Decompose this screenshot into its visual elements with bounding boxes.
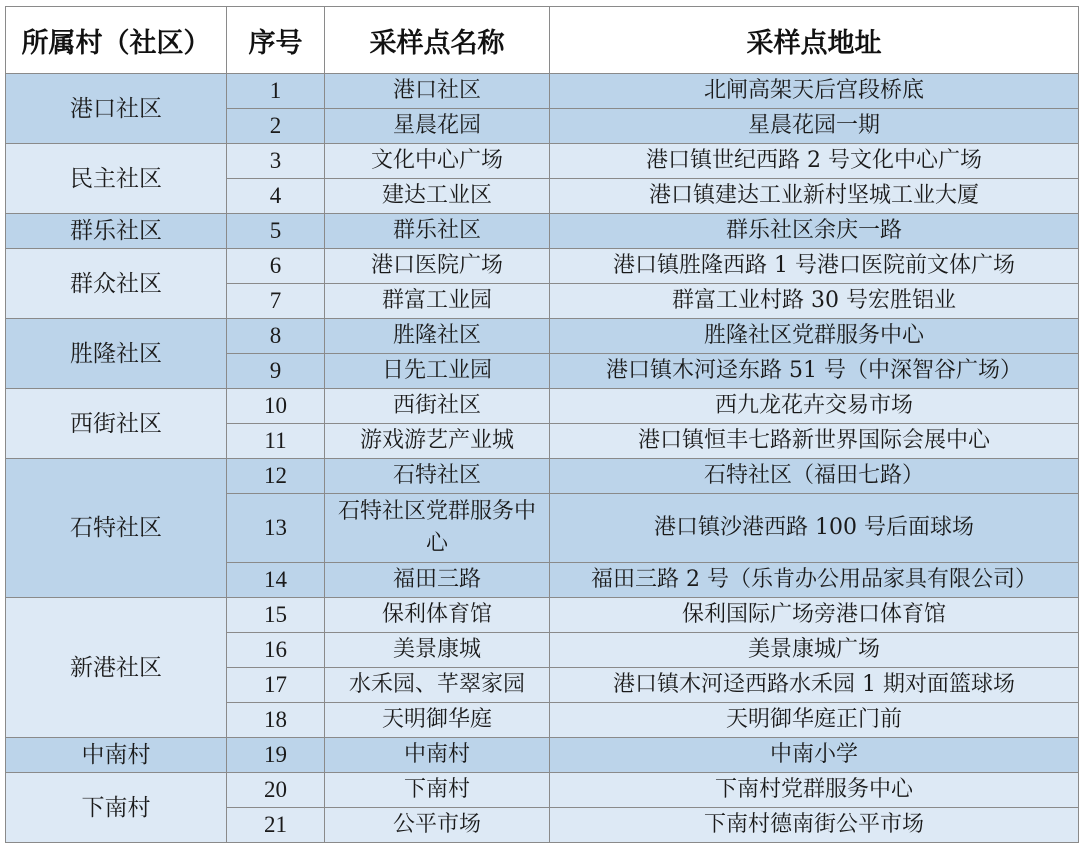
community-cell: 港口社区: [6, 74, 227, 144]
site-name: 美景康城: [325, 633, 550, 668]
table-row: [6, 598, 1079, 633]
header-number: 序号: [227, 7, 325, 74]
site-name: 公平市场: [325, 808, 550, 843]
header-site-name: 采样点名称: [325, 7, 550, 74]
site-address: 港口镇木河迳西路水禾园 1 期对面篮球场: [550, 668, 1079, 703]
header-community: 所属村（社区）: [6, 7, 227, 74]
site-name: 游戏游艺产业城: [325, 424, 550, 459]
site-address: 保利国际广场旁港口体育馆: [550, 598, 1079, 633]
row-number: 13: [227, 494, 325, 563]
row-number: 6: [227, 249, 325, 284]
site-name: 中南村: [325, 738, 550, 773]
site-name: 石特社区党群服务中心: [325, 494, 550, 563]
row-number: 5: [227, 214, 325, 249]
site-address: 北闸高架天后宫段桥底: [550, 74, 1079, 109]
site-address: 港口镇沙港西路 100 号后面球场: [550, 494, 1079, 563]
row-number: 1: [227, 74, 325, 109]
row-number: 8: [227, 319, 325, 354]
table-row: [6, 738, 1079, 773]
site-name: 西街社区: [325, 389, 550, 424]
site-address: 下南村德南街公平市场: [550, 808, 1079, 843]
site-name: 胜隆社区: [325, 319, 550, 354]
table-row: [6, 249, 1079, 284]
site-address: 群乐社区余庆一路: [550, 214, 1079, 249]
site-address: 中南小学: [550, 738, 1079, 773]
table-row: [6, 144, 1079, 179]
table-row: [6, 459, 1079, 494]
community-cell: 西街社区: [6, 389, 227, 459]
table-row: [6, 74, 1079, 109]
site-address: 下南村党群服务中心: [550, 773, 1079, 808]
site-name: 星晨花园: [325, 109, 550, 144]
header-site-address: 采样点地址: [550, 7, 1079, 74]
site-name: 天明御华庭: [325, 703, 550, 738]
row-number: 2: [227, 109, 325, 144]
site-name: 福田三路: [325, 563, 550, 598]
site-address: 胜隆社区党群服务中心: [550, 319, 1079, 354]
row-number: 4: [227, 179, 325, 214]
site-address: 港口镇建达工业新村坚城工业大厦: [550, 179, 1079, 214]
sampling-sites-table: [5, 6, 1079, 843]
site-address: 港口镇恒丰七路新世界国际会展中心: [550, 424, 1079, 459]
site-address: 群富工业村路 30 号宏胜铝业: [550, 284, 1079, 319]
site-name: 水禾园、芊翠家园: [325, 668, 550, 703]
row-number: 21: [227, 808, 325, 843]
table-row: [6, 319, 1079, 354]
row-number: 10: [227, 389, 325, 424]
row-number: 19: [227, 738, 325, 773]
row-number: 12: [227, 459, 325, 494]
site-address: 福田三路 2 号（乐肯办公用品家具有限公司）: [550, 563, 1079, 598]
table-row: [6, 389, 1079, 424]
row-number: 15: [227, 598, 325, 633]
site-address: 星晨花园一期: [550, 109, 1079, 144]
site-address: 西九龙花卉交易市场: [550, 389, 1079, 424]
community-cell: 胜隆社区: [6, 319, 227, 389]
row-number: 17: [227, 668, 325, 703]
site-address: 天明御华庭正门前: [550, 703, 1079, 738]
site-address: 美景康城广场: [550, 633, 1079, 668]
site-address: 港口镇木河迳东路 51 号（中深智谷广场）: [550, 354, 1079, 389]
community-cell: 群乐社区: [6, 214, 227, 249]
table-row: [6, 214, 1079, 249]
site-address: 港口镇世纪西路 2 号文化中心广场: [550, 144, 1079, 179]
row-number: 18: [227, 703, 325, 738]
row-number: 3: [227, 144, 325, 179]
row-number: 9: [227, 354, 325, 389]
site-address: 石特社区（福田七路）: [550, 459, 1079, 494]
sampling-sites-table-wrapper: [5, 6, 1079, 843]
community-cell: 中南村: [6, 738, 227, 773]
table-row: [6, 773, 1079, 808]
site-name: 建达工业区: [325, 179, 550, 214]
site-name: 港口社区: [325, 74, 550, 109]
site-name: 保利体育馆: [325, 598, 550, 633]
row-number: 11: [227, 424, 325, 459]
row-number: 7: [227, 284, 325, 319]
community-cell: 民主社区: [6, 144, 227, 214]
site-name: 文化中心广场: [325, 144, 550, 179]
row-number: 16: [227, 633, 325, 668]
site-address: 港口镇胜隆西路 1 号港口医院前文体广场: [550, 249, 1079, 284]
community-cell: 石特社区: [6, 459, 227, 598]
community-cell: 群众社区: [6, 249, 227, 319]
row-number: 14: [227, 563, 325, 598]
site-name: 群富工业园: [325, 284, 550, 319]
table-header-row: [6, 7, 1079, 74]
site-name: 石特社区: [325, 459, 550, 494]
community-cell: 新港社区: [6, 598, 227, 738]
community-cell: 下南村: [6, 773, 227, 843]
site-name: 群乐社区: [325, 214, 550, 249]
site-name: 下南村: [325, 773, 550, 808]
row-number: 20: [227, 773, 325, 808]
site-name: 港口医院广场: [325, 249, 550, 284]
site-name: 日先工业园: [325, 354, 550, 389]
